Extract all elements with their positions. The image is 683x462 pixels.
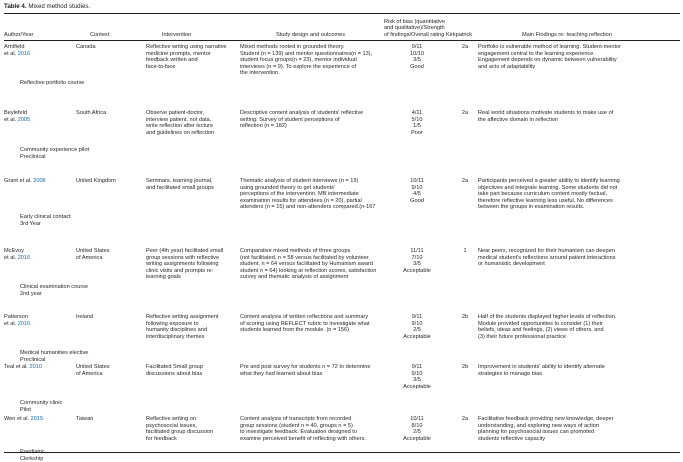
author-name: McEvoy bbox=[4, 248, 24, 255]
study-design-text: Content analysis of transcripts from recorded bbox=[240, 416, 351, 423]
study-design-text: the intervention. bbox=[240, 70, 280, 77]
main-findings-text: (3) their future professional practice bbox=[478, 334, 566, 341]
citation-year-link[interactable]: 2010 bbox=[28, 364, 42, 370]
risk-rating: Poor bbox=[387, 130, 447, 137]
author-name: Arntfield bbox=[4, 44, 25, 51]
risk-rating: 9/11 bbox=[387, 44, 447, 51]
study-design-text: examine perceived benefit of reflecting with others. bbox=[240, 436, 366, 443]
intervention-text: humanity disciplines and bbox=[146, 327, 207, 334]
main-findings-text: objectives and integrate learning. Some students did not bbox=[478, 185, 617, 192]
context-country: Ireland bbox=[76, 314, 93, 321]
intervention-text: psychosocial issues, bbox=[146, 423, 197, 430]
context-country: Taiwan bbox=[76, 416, 93, 423]
risk-rating: Acceptable bbox=[387, 334, 447, 341]
risk-rating: 2/5 bbox=[387, 327, 447, 334]
context-setting: Pilot bbox=[20, 407, 31, 414]
main-findings-text: therefore reflective learning less useful. No differences bbox=[478, 198, 613, 205]
risk-rating: 4/11 bbox=[387, 110, 447, 117]
intervention-text: Seminars, learning journal, bbox=[146, 178, 213, 185]
header-context: Context bbox=[90, 32, 109, 39]
intervention-text: Observe patient-doctor, bbox=[146, 110, 204, 117]
intervention-text: Facilitated Small group bbox=[146, 364, 203, 371]
author-name: et al. 2005 bbox=[4, 117, 30, 124]
study-design-text: examination results for attendees (n = 20), partial bbox=[240, 198, 362, 205]
context-country: United States bbox=[76, 364, 110, 371]
main-findings-text: and acts of adaptability bbox=[478, 64, 535, 71]
risk-rating: Good bbox=[387, 198, 447, 205]
risk-rating: Acceptable bbox=[387, 268, 447, 275]
main-findings-text: Engagement depends on dynamic between vulnerability bbox=[478, 57, 617, 64]
context-setting: Early clinical contact bbox=[20, 214, 71, 221]
header-main-findings: Main Findings re: teaching reflection bbox=[522, 32, 612, 39]
intervention-text: following exposure to bbox=[146, 321, 199, 328]
study-design-text: group sessions (student n = 40, groups n = 5) bbox=[240, 423, 353, 430]
study-design-text: Content analysis of written reflections and summary bbox=[240, 314, 368, 321]
context-country: Canada bbox=[76, 44, 96, 51]
context-setting: Clerkship bbox=[20, 456, 43, 462]
kirkpatrick-level: 2a bbox=[455, 110, 475, 117]
study-design-text: attenders (n = 15) and non-attenders compared.(n-167 bbox=[240, 204, 375, 211]
author-name: Teal et al. 2010 bbox=[4, 364, 42, 371]
risk-rating: 3/5 bbox=[387, 57, 447, 64]
table-title: Mixed method studies. bbox=[28, 3, 90, 10]
main-findings-text: Half of the students displayed higher levels of reflection. bbox=[478, 314, 616, 321]
study-design-text: interviews (n = 9). To explore the experience of bbox=[240, 64, 356, 71]
study-design-text: student focus groups(n = 23), mentor individual bbox=[240, 57, 357, 64]
table-caption bbox=[4, 3, 90, 10]
kirkpatrick-level: 2b bbox=[455, 314, 475, 321]
context-setting: Preclinical bbox=[20, 154, 46, 161]
risk-rating: 9/10 bbox=[387, 185, 447, 192]
study-design-text: students learned from the module. (n = 156) bbox=[240, 327, 349, 334]
context-setting: 2nd year bbox=[20, 291, 42, 298]
kirkpatrick-level: 2a bbox=[455, 44, 475, 51]
author-name: et al. 2016 bbox=[4, 255, 30, 262]
study-design-text: (not facilitated, n = 58 versus facilitated by volunteer bbox=[240, 255, 369, 262]
intervention-text: for feedback bbox=[146, 436, 177, 443]
context-country: of America bbox=[76, 255, 102, 262]
main-findings-text: planning for psychosocial issues can promoted bbox=[478, 429, 594, 436]
context-country: of America bbox=[76, 371, 102, 378]
study-design-text: Pre and post survey for students n = 72 to determine bbox=[240, 364, 370, 371]
risk-rating: 9/11 bbox=[387, 364, 447, 371]
kirkpatrick-level: 2a bbox=[455, 416, 475, 423]
author-name: Patterson bbox=[4, 314, 28, 321]
header-bottom-rule bbox=[4, 40, 680, 41]
study-design-text: reflection (n = 182) bbox=[240, 123, 287, 130]
table-label: Table 4. bbox=[4, 3, 27, 10]
kirkpatrick-level: 2b bbox=[455, 364, 475, 371]
main-findings-text: Portfolio is vulnerable method of learning. Student-mentor bbox=[478, 44, 621, 51]
study-design-text: Thematic analysis of student interviews (n = 19) bbox=[240, 178, 358, 185]
author-name: et al. 2016 bbox=[4, 321, 30, 328]
risk-rating: Acceptable bbox=[387, 384, 447, 391]
citation-year-link[interactable]: 2006 bbox=[32, 178, 46, 184]
study-design-text: Descriptive content analysis of students' reflective bbox=[240, 110, 363, 117]
citation-year-link[interactable]: 2015 bbox=[29, 416, 43, 422]
header-kirkpatrick: Kirkpatrick bbox=[446, 32, 472, 39]
study-design-text: student, n = 64 versus facilitated by Humanism award bbox=[240, 261, 373, 268]
study-design-text: perceptions of the intervention. MB intermediate bbox=[240, 191, 359, 198]
study-design-text: Mixed methods rooted in grounded theory. bbox=[240, 44, 345, 51]
author-name: Wen et al. 2015 bbox=[4, 416, 43, 423]
intervention-text: Peer (4th year) facilitated small bbox=[146, 248, 223, 255]
context-setting: Medical humanities elective bbox=[20, 350, 88, 357]
risk-rating: 10/10 bbox=[387, 51, 447, 58]
risk-rating: 5/10 bbox=[387, 117, 447, 124]
risk-rating: 2/5 bbox=[387, 429, 447, 436]
intervention-text: and facilitated small groups bbox=[146, 185, 214, 192]
risk-rating: 3/5 bbox=[387, 261, 447, 268]
header-author-year: Author/Year bbox=[4, 32, 33, 39]
study-design-text: to investigate feedback. Evaluation designed to bbox=[240, 429, 357, 436]
context-setting: 3rd Year bbox=[20, 221, 41, 228]
citation-year-link[interactable]: 2016 bbox=[16, 51, 30, 57]
main-findings-text: Near peers, recognized for their humanism can deepen bbox=[478, 248, 615, 255]
study-design-text: using grounded theory to get students' bbox=[240, 185, 335, 192]
main-findings-text: take part because curriculum content mostly factual, bbox=[478, 191, 607, 198]
citation-year-link[interactable]: 2016 bbox=[16, 321, 30, 327]
table-top-rule bbox=[4, 13, 680, 14]
study-design-text: Student (n = 139) and mentor questionnaires(n = 13), bbox=[240, 51, 372, 58]
context-setting: Clinical examination course bbox=[20, 284, 88, 291]
main-findings-text: or humanistic development bbox=[478, 261, 545, 268]
main-findings-text: Participants perceived a greater ability to identify learning bbox=[478, 178, 620, 185]
intervention-text: interview patient, not data, bbox=[146, 117, 211, 124]
intervention-text: interdisciplinary themes bbox=[146, 334, 204, 341]
kirkpatrick-level: 1 bbox=[455, 248, 475, 255]
study-design-text: writing. Survey of student perceptions of bbox=[240, 117, 340, 124]
intervention-text: discussions about bias bbox=[146, 371, 202, 378]
risk-rating: 11/11 bbox=[387, 248, 447, 255]
study-design-text: Comparative mixed methods of three groups bbox=[240, 248, 350, 255]
risk-rating: Good bbox=[387, 64, 447, 71]
risk-rating: 3/5 bbox=[387, 377, 447, 384]
main-findings-text: Improvement in students' ability to identify alternate bbox=[478, 364, 605, 371]
main-findings-text: between the groups in examination results. bbox=[478, 204, 584, 211]
intervention-text: Reflective writing using narrative bbox=[146, 44, 227, 51]
risk-rating: 9/10 bbox=[387, 371, 447, 378]
intervention-text: Reflective writing on bbox=[146, 416, 196, 423]
kirkpatrick-level: 2a bbox=[455, 178, 475, 185]
risk-rating: 8/10 bbox=[387, 423, 447, 430]
risk-rating: 10/11 bbox=[387, 416, 447, 423]
main-findings-text: beliefs, ideas and feelings, (2) views of others, and bbox=[478, 327, 604, 334]
main-findings-text: engagement central to the learning experience. bbox=[478, 51, 595, 58]
intervention-text: face-to-face bbox=[146, 64, 176, 71]
risk-rating: 1/5 bbox=[387, 123, 447, 130]
intervention-text: feedback written and bbox=[146, 57, 198, 64]
intervention-text: and guidelines on reflection bbox=[146, 130, 214, 137]
author-name: Grant et al. 2006 bbox=[4, 178, 46, 185]
context-setting: Preclinical bbox=[20, 357, 46, 364]
header-intervention: Intervention bbox=[162, 32, 191, 39]
context-country: South Africa bbox=[76, 110, 106, 117]
risk-rating: 4/5 bbox=[387, 191, 447, 198]
main-findings-text: strategies to manage bias bbox=[478, 371, 542, 378]
citation-year-link[interactable]: 2016 bbox=[16, 255, 30, 261]
citation-year-link[interactable]: 2005 bbox=[16, 117, 30, 123]
main-findings-text: Facilitative feedback providing new knowledge, deeper bbox=[478, 416, 614, 423]
header-risk-of-bias: of findings/Overall rating bbox=[384, 32, 444, 39]
study-design-text: student n = 64) looking at reflection scores, satisfaction bbox=[240, 268, 376, 275]
context-country: United States bbox=[76, 248, 110, 255]
main-findings-text: Module provided opportunities to consider (1) their bbox=[478, 321, 603, 328]
header-risk-of-bias: and qualitative)/Strength bbox=[384, 25, 445, 32]
risk-rating: 9/11 bbox=[387, 314, 447, 321]
study-design-text: survey and thematic analysis of assignment bbox=[240, 274, 348, 281]
intervention-text: writing assignments following bbox=[146, 261, 218, 268]
author-name: Beylefeld bbox=[4, 110, 27, 117]
table-bottom-rule bbox=[4, 452, 680, 453]
context-setting: Community experience pilot bbox=[20, 147, 89, 154]
risk-rating: 10/11 bbox=[387, 178, 447, 185]
main-findings-text: medical student's reflections around patient interactions bbox=[478, 255, 616, 262]
risk-rating: 9/10 bbox=[387, 321, 447, 328]
intervention-text: clinic visits and prompts re: bbox=[146, 268, 213, 275]
main-findings-text: students reflective capacity bbox=[478, 436, 545, 443]
context-country: United Kingdom bbox=[76, 178, 116, 185]
header-risk-of-bias: Risk of bias (quantitative bbox=[384, 19, 445, 26]
intervention-text: facilitated group discussion bbox=[146, 429, 213, 436]
intervention-text: write reflection after lecture bbox=[146, 123, 213, 130]
risk-rating: Acceptable bbox=[387, 436, 447, 443]
intervention-text: Reflective writing assignment bbox=[146, 314, 218, 321]
main-findings-text: understanding, and exploring new ways of action bbox=[478, 423, 599, 430]
context-setting: Reflective portfolio course bbox=[20, 80, 84, 87]
main-findings-text: Real world situations motivate students to make use of bbox=[478, 110, 613, 117]
study-design-text: of scoring using REFLECT rubric to investigate what bbox=[240, 321, 370, 328]
context-setting: Community clinic bbox=[20, 400, 62, 407]
risk-rating: 7/10 bbox=[387, 255, 447, 262]
author-name: et al. 2016 bbox=[4, 51, 30, 58]
header-study-design: Study design and outcomes bbox=[276, 32, 345, 39]
context-setting: Paediatric bbox=[20, 449, 45, 456]
study-design-text: what they had learned about bias bbox=[240, 371, 322, 378]
intervention-text: medicine prompts, mentor bbox=[146, 51, 211, 58]
intervention-text: learning goals bbox=[146, 274, 181, 281]
intervention-text: group sessions with reflective bbox=[146, 255, 219, 262]
main-findings-text: the affective domain in reflection bbox=[478, 117, 558, 124]
